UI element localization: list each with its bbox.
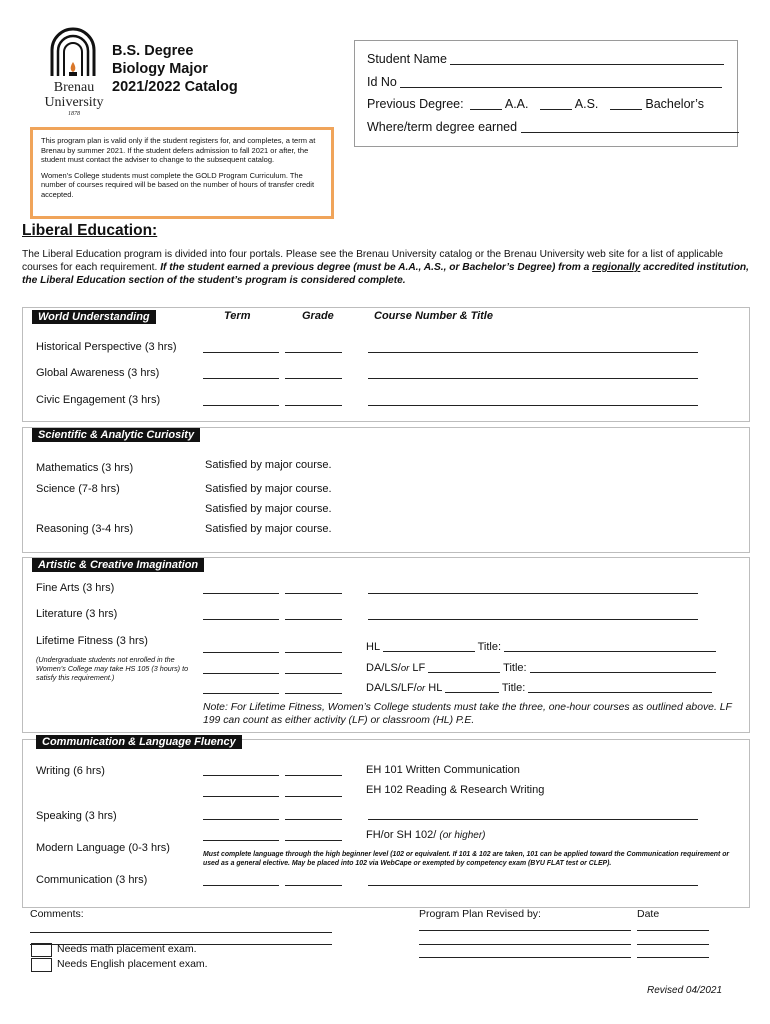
lf-hl-course-field[interactable]	[445, 692, 499, 693]
term-field[interactable]	[203, 693, 279, 694]
or-higher-label: (or higher)	[439, 830, 486, 841]
mathematics-label: Mathematics (3 hrs)	[36, 462, 134, 474]
notice-text-1: This program plan is valid only if the student registers for, and completes, a term at Brenau by summer 2021. If the student defers admission to fall 2021 or after, the student must contact the adviser to change to the subsequent catalog.	[41, 136, 316, 164]
science-label: Science (7-8 hrs)	[36, 483, 120, 495]
language-course-line	[366, 829, 486, 841]
comments-label: Comments:	[30, 908, 84, 920]
or-label: or	[416, 683, 426, 694]
liberal-education-heading: Liberal Education:	[22, 222, 158, 239]
student-name-field[interactable]	[450, 64, 724, 65]
grade-field[interactable]	[285, 796, 342, 797]
title-label: Title:	[503, 662, 527, 674]
grade-field[interactable]	[285, 775, 342, 776]
term-field[interactable]	[203, 593, 279, 594]
term-field[interactable]	[203, 673, 279, 674]
logo-line3: 1878	[68, 111, 80, 117]
artistic-title: Artistic & Creative Imagination	[32, 558, 204, 572]
lifetime-fitness-label: Lifetime Fitness (3 hrs)	[36, 635, 148, 647]
term-field[interactable]	[203, 405, 279, 406]
language-requirement-note: Must complete language through the high beginner level (102 or equivalent. If 101 & 102 are taken, 101 can be applied toward the Communication requirement or used as a general elective. May be placed into 102 via WebCape or exempted by competency exam (BYU FLAT test or CLEP).	[203, 851, 730, 867]
lifetime-fitness-note: (Undergraduate students not enrolled in the Women’s College may take HS 105 (3 hours) to satisfy this requirement.)	[36, 655, 189, 682]
eh102-text: EH 102 Reading & Research Writing	[366, 784, 545, 796]
as-field[interactable]	[540, 109, 572, 110]
course-field[interactable]	[368, 352, 698, 353]
term-field[interactable]	[203, 619, 279, 620]
lf-title-field[interactable]	[530, 672, 716, 673]
dals-lf-label: DA/LS/LF/	[366, 682, 417, 694]
hl-course-field[interactable]	[383, 651, 475, 652]
grade-field[interactable]	[285, 405, 342, 406]
title-label: Title:	[477, 641, 502, 653]
grade-field[interactable]	[285, 840, 342, 841]
id-label: Id No	[367, 75, 397, 89]
logo-line2: University	[44, 95, 104, 110]
title-line3: 2021/2022 Catalog	[112, 79, 238, 95]
date-field[interactable]	[637, 930, 709, 931]
grade-field[interactable]	[285, 885, 342, 886]
revised-by-field[interactable]	[419, 930, 631, 931]
lifetime-fitness-note-2: Note: For Lifetime Fitness, Women’s College students must take the three, one-hour courses as outlined above. LF 199 can count as either activity (LF) or classroom (HL) P.E.	[203, 702, 732, 726]
title-line2: Biology Major	[112, 61, 208, 77]
student-name-label: Student Name	[367, 52, 447, 66]
term-field[interactable]	[203, 652, 279, 653]
grade-field[interactable]	[285, 352, 342, 353]
hl-label: HL	[428, 682, 442, 694]
writing-label: Writing (6 hrs)	[36, 765, 105, 777]
brenau-logo	[38, 24, 108, 122]
page-title	[112, 42, 238, 96]
dals-lf-course-line	[366, 662, 716, 674]
grade-field[interactable]	[285, 693, 342, 694]
eh101-text: EH 101 Written Communication	[366, 764, 520, 776]
aa-label: A.A.	[504, 97, 529, 111]
satisfied-text: Satisfied by major course.	[205, 523, 332, 535]
lf-label: LF	[412, 662, 426, 674]
revised-by-label: Program Plan Revised by:	[419, 908, 541, 920]
satisfied-text: Satisfied by major course.	[205, 483, 332, 495]
speaking-label: Speaking (3 hrs)	[36, 810, 117, 822]
math-placement-label: Needs math placement exam.	[57, 943, 197, 955]
lf-hl-title-field[interactable]	[528, 692, 712, 693]
lf-course-field[interactable]	[428, 672, 500, 673]
english-placement-checkbox[interactable]	[31, 958, 52, 972]
revised-by-field[interactable]	[419, 944, 631, 945]
term-field[interactable]	[203, 775, 279, 776]
course-field[interactable]	[368, 378, 698, 379]
grade-field[interactable]	[285, 673, 342, 674]
date-field[interactable]	[637, 957, 709, 958]
course-field[interactable]	[368, 405, 698, 406]
global-awareness-label: Global Awareness (3 hrs)	[36, 367, 160, 379]
revised-by-field[interactable]	[419, 957, 631, 958]
reasoning-label: Reasoning (3-4 hrs)	[36, 523, 134, 535]
world-understanding-title: World Understanding	[32, 310, 156, 324]
satisfied-text: Satisfied by major course.	[205, 503, 332, 515]
historical-perspective-label: Historical Perspective (3 hrs)	[36, 341, 177, 353]
bachelors-label: Bachelor’s	[645, 97, 704, 111]
liberal-text-1: The Liberal Education program is divided into four portals. Please see the Brenau University catalog or the Brenau University web site for a list of applicable courses for each requirement.	[22, 249, 724, 273]
fh-sh-label: FH/or SH 102/	[366, 829, 437, 841]
term-header: Term	[224, 310, 251, 322]
communication-title: Communication & Language Fluency	[36, 735, 242, 749]
where-label: Where/term degree earned	[367, 120, 518, 134]
student-info-box	[354, 40, 738, 147]
grade-field[interactable]	[285, 593, 342, 594]
course-field[interactable]	[368, 593, 698, 594]
term-field[interactable]	[203, 352, 279, 353]
id-field[interactable]	[400, 87, 722, 88]
grade-field[interactable]	[285, 619, 342, 620]
dals-label: DA/LS/	[366, 662, 401, 674]
liberal-text-2u: regionally	[592, 262, 641, 273]
liberal-text-2a: If the student earned a previous degree (must be A.A., A.S., or Bachelor’s Degree) from a	[160, 262, 590, 273]
grade-field[interactable]	[285, 819, 342, 820]
date-field[interactable]	[637, 944, 709, 945]
math-placement-checkbox[interactable]	[31, 943, 52, 957]
title-line1: B.S. Degree	[112, 43, 194, 59]
where-field[interactable]	[521, 132, 739, 133]
notice-box	[30, 127, 334, 219]
communication-label: Communication (3 hrs)	[36, 874, 148, 886]
english-placement-label: Needs English placement exam.	[57, 958, 208, 970]
modern-language-label: Modern Language (0-3 hrs)	[36, 842, 170, 854]
scientific-title: Scientific & Analytic Curiosity	[32, 428, 200, 442]
dals-lf-hl-course-line	[366, 682, 712, 694]
term-field[interactable]	[203, 885, 279, 886]
grade-header: Grade	[302, 310, 334, 322]
literature-label: Literature (3 hrs)	[36, 608, 118, 620]
as-label: A.S.	[574, 97, 599, 111]
course-field[interactable]	[368, 619, 698, 620]
or-label: or	[400, 663, 410, 674]
prev-degree-label: Previous Degree:	[367, 97, 464, 111]
aa-field[interactable]	[470, 109, 502, 110]
notice-text-2: Women’s College students must complete the GOLD Program Curriculum. The number of courses required will be based on the number of hours of transfer credit accepted.	[41, 170, 315, 199]
term-field[interactable]	[203, 378, 279, 379]
term-field[interactable]	[203, 840, 279, 841]
title-label: Title:	[501, 682, 526, 694]
comments-field[interactable]	[30, 932, 332, 933]
liberal-text-2b: accredited institution, the Liberal Education section of the student’s program is considered complete.	[22, 262, 749, 286]
satisfied-text: Satisfied by major course.	[205, 459, 332, 471]
date-label: Date	[637, 908, 660, 920]
grade-field[interactable]	[285, 652, 342, 653]
hl-label: HL	[366, 641, 380, 653]
liberal-education-text	[22, 248, 752, 287]
bachelors-field[interactable]	[610, 109, 642, 110]
civic-engagement-label: Civic Engagement (3 hrs)	[36, 394, 161, 406]
course-field[interactable]	[368, 819, 698, 820]
revised-date: Revised 04/2021	[647, 985, 723, 996]
course-header: Course Number & Title	[374, 310, 493, 322]
grade-field[interactable]	[285, 378, 342, 379]
hl-course-line	[366, 641, 716, 653]
hl-title-field[interactable]	[504, 651, 716, 652]
logo-line1: Brenau	[53, 80, 95, 95]
course-field[interactable]	[368, 885, 698, 886]
term-field[interactable]	[203, 796, 279, 797]
fine-arts-label: Fine Arts (3 hrs)	[36, 582, 115, 594]
term-field[interactable]	[203, 819, 279, 820]
